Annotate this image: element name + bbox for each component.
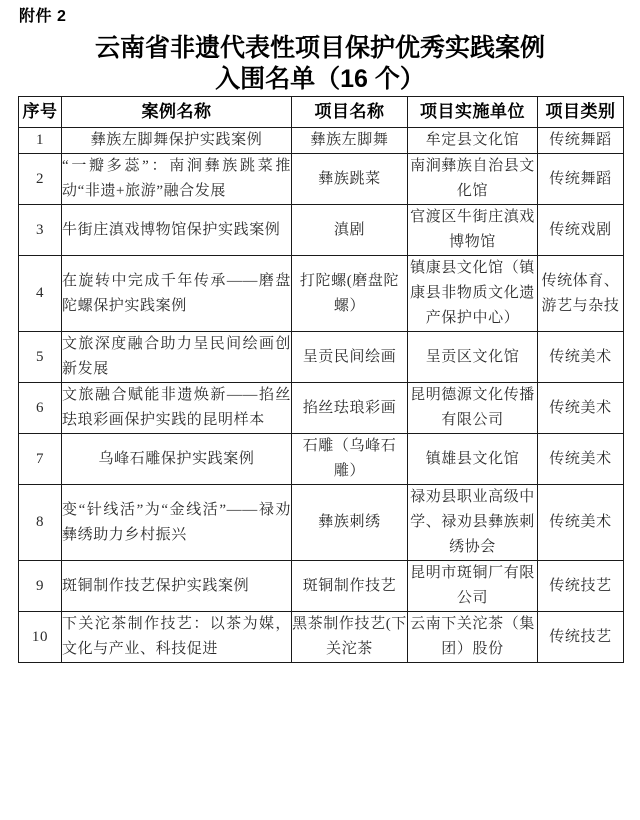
table-body: [19, 128, 624, 663]
cell-index: 9: [19, 561, 62, 612]
cell-index: 7: [19, 434, 62, 485]
column-header-implementing-unit: 项目实施单位: [408, 97, 538, 128]
table-row: [19, 128, 624, 154]
table-row: [19, 485, 624, 561]
cell-implementing-unit: 镇雄县文化馆: [408, 434, 538, 485]
cell-implementing-unit: 昆明市斑铜厂有限公司: [408, 561, 538, 612]
cell-implementing-unit: 官渡区牛街庄滇戏博物馆: [408, 205, 538, 256]
cell-index: 10: [19, 612, 62, 663]
cell-project-name: 彝族跳菜: [292, 154, 408, 205]
cell-index: 8: [19, 485, 62, 561]
cell-implementing-unit: 呈贡区文化馆: [408, 332, 538, 383]
cell-project-category: 传统戏剧: [538, 205, 624, 256]
listing-table: [18, 96, 624, 663]
cell-project-name: 黑茶制作技艺(下关沱茶: [292, 612, 408, 663]
cell-project-category: 传统技艺: [538, 612, 624, 663]
cell-implementing-unit: 镇康县文化馆（镇康县非物质文化遗产保护中心）: [408, 256, 538, 332]
table-row: [19, 205, 624, 256]
cell-project-category: 传统舞蹈: [538, 128, 624, 154]
cell-index: 2: [19, 154, 62, 205]
table-header-row: [19, 97, 624, 128]
table-row: [19, 612, 624, 663]
page-title-line-2: 入围名单（16 个）: [215, 65, 425, 93]
cell-case-name: “一瓣多蕊”：南涧彝族跳菜推动“非遗+旅游”融合发展: [62, 154, 292, 205]
cell-case-name: 彝族左脚舞保护实践案例: [62, 128, 292, 154]
cell-index: 5: [19, 332, 62, 383]
cell-implementing-unit: 云南下关沱茶（集团）股份: [408, 612, 538, 663]
cell-project-category: 传统美术: [538, 332, 624, 383]
cell-case-name: 文旅深度融合助力呈民间绘画创新发展: [62, 332, 292, 383]
cell-project-category: 传统美术: [538, 485, 624, 561]
cell-implementing-unit: 昆明德源文化传播有限公司: [408, 383, 538, 434]
cell-project-category: 传统技艺: [538, 561, 624, 612]
table-row: [19, 561, 624, 612]
cell-project-category: 传统舞蹈: [538, 154, 624, 205]
page-title-line-1: 云南省非遗代表性项目保护优秀实践案例: [94, 34, 545, 62]
table-row: [19, 332, 624, 383]
cell-project-name: 呈贡民间绘画: [292, 332, 408, 383]
cell-project-category: 传统美术: [538, 383, 624, 434]
cell-project-name: 石雕（乌峰石雕）: [292, 434, 408, 485]
column-header-index: 序号: [19, 97, 62, 128]
cell-case-name: 牛街庄滇戏博物馆保护实践案例: [62, 205, 292, 256]
cell-project-name: 彝族左脚舞: [292, 128, 408, 154]
column-header-project-category: 项目类别: [538, 97, 624, 128]
cell-index: 6: [19, 383, 62, 434]
cell-implementing-unit: 南涧彝族自治县文化馆: [408, 154, 538, 205]
table-row: [19, 154, 624, 205]
cell-index: 1: [19, 128, 62, 154]
table-row: [19, 434, 624, 485]
listing-table-container: [18, 96, 623, 663]
cell-case-name: 文旅融合赋能非遗焕新——掐丝珐琅彩画保护实践的昆明样本: [62, 383, 292, 434]
column-header-case-name: 案例名称: [62, 97, 292, 128]
cell-case-name: 下关沱茶制作技艺：以茶为媒，文化与产业、科技促进: [62, 612, 292, 663]
cell-project-name: 斑铜制作技艺: [292, 561, 408, 612]
cell-case-name: 乌峰石雕保护实践案例: [62, 434, 292, 485]
cell-case-name: 斑铜制作技艺保护实践案例: [62, 561, 292, 612]
cell-index: 4: [19, 256, 62, 332]
cell-case-name: 在旋转中完成千年传承——磨盘陀螺保护实践案例: [62, 256, 292, 332]
cell-case-name: 变“针线活”为“金线活”——禄劝彝绣助力乡村振兴: [62, 485, 292, 561]
cell-project-name: 掐丝珐琅彩画: [292, 383, 408, 434]
cell-implementing-unit: 禄劝县职业高级中学、禄劝县彝族刺绣协会: [408, 485, 538, 561]
table-row: [19, 256, 624, 332]
table-row: [19, 383, 624, 434]
page-title: [0, 33, 640, 95]
cell-implementing-unit: 牟定县文化馆: [408, 128, 538, 154]
cell-project-name: 滇剧: [292, 205, 408, 256]
cell-project-name: 彝族刺绣: [292, 485, 408, 561]
cell-index: 3: [19, 205, 62, 256]
cell-project-category: 传统美术: [538, 434, 624, 485]
column-header-project-name: 项目名称: [292, 97, 408, 128]
attachment-label: 附件 2: [19, 8, 67, 25]
cell-project-category: 传统体育、游艺与杂技: [538, 256, 624, 332]
cell-project-name: 打陀螺(磨盘陀螺）: [292, 256, 408, 332]
